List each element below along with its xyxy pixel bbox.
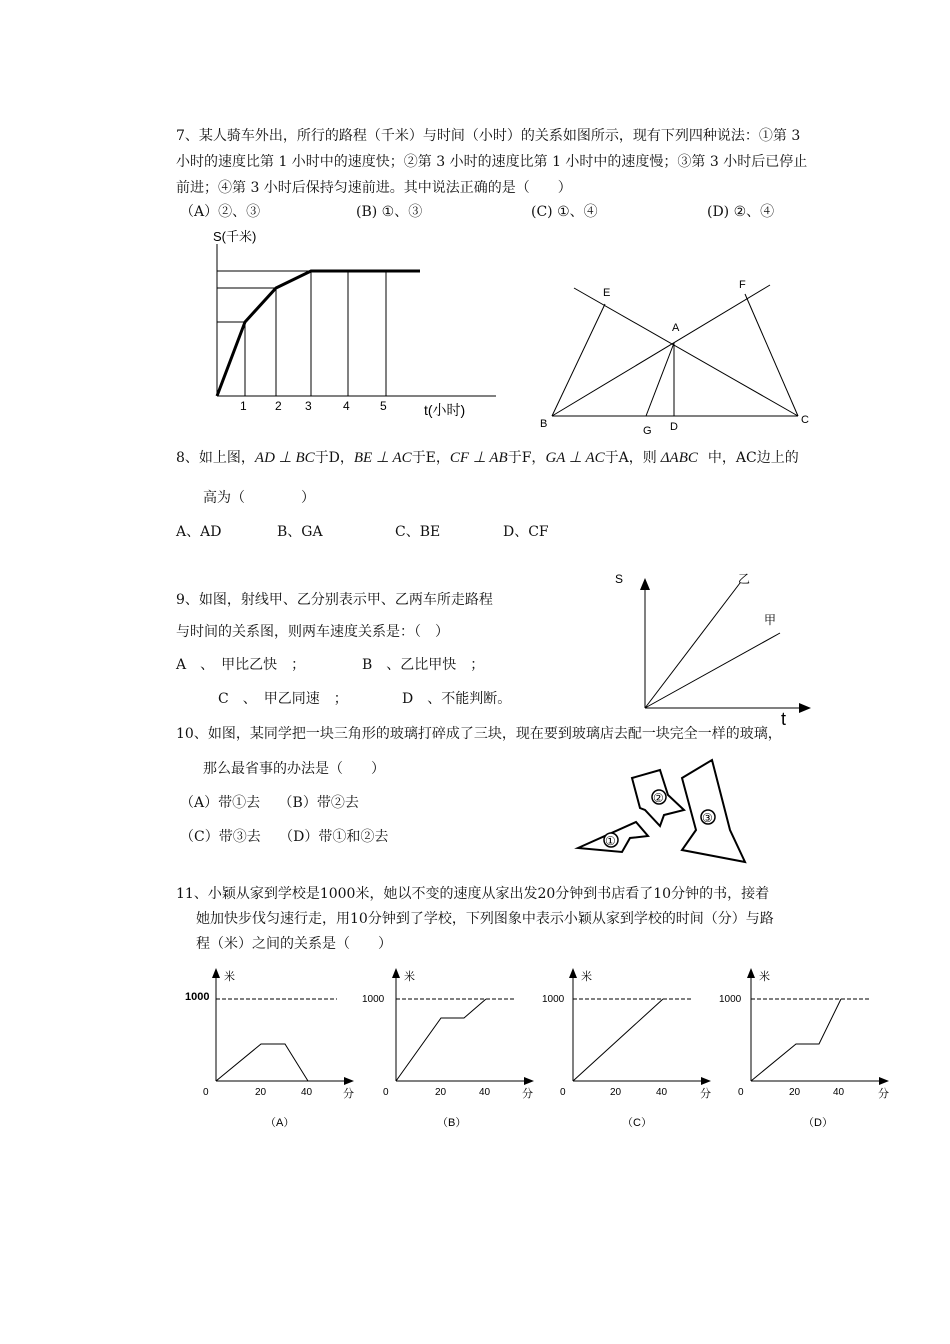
q9-option-d: D 、不能判断。 <box>402 691 512 707</box>
chart-b-x-0: 0 <box>383 1087 389 1098</box>
chart-b-y-unit: 米 <box>404 971 415 983</box>
q9-line2: 与时间的关系图，则两车速度关系是：（ ） <box>176 624 449 640</box>
q8-option-b: B、GA <box>277 524 323 540</box>
label-D: D <box>670 421 678 433</box>
chart-b-line <box>396 999 486 1081</box>
piece-label-2: ② <box>653 791 664 805</box>
chart-d-x-0: 0 <box>738 1087 744 1098</box>
q8-t3: 于F， <box>507 450 546 466</box>
chart-a-x-unit: 分 <box>343 1088 354 1100</box>
chart-a-label: （A） <box>265 1117 295 1129</box>
q9-y-label: S <box>615 572 624 586</box>
label-G: G <box>643 425 652 437</box>
q10-line2: 那么最省事的办法是（ ） <box>203 761 385 777</box>
q7-x-label: t(小时) <box>424 402 466 418</box>
label-F: F <box>739 279 746 291</box>
q8-option-a: A、AD <box>176 524 222 540</box>
chart-a-line <box>216 1044 308 1081</box>
piece-label-1: ① <box>605 834 616 848</box>
q7-y-label: S(千米) <box>213 229 257 244</box>
chart-c-x-40: 40 <box>656 1087 668 1098</box>
chart-c-y-unit: 米 <box>581 971 592 983</box>
chart-b-x-40: 40 <box>479 1087 491 1098</box>
chart-a-x-40: 40 <box>301 1087 313 1098</box>
q10-line1: 10、如图，某同学把一块三角形的玻璃打碎成了三块，现在要到玻璃店去配一块完全一样的玻璃， <box>176 726 782 742</box>
chart-b-y-tick: 1000 <box>362 994 385 1005</box>
chart-d-x-20: 20 <box>789 1087 801 1098</box>
chart-b-x-20: 20 <box>435 1087 447 1098</box>
q7-line2: 小时的速度比第 1 小时中的速度快；②第 3 小时的速度比第 1 小时中的速度慢；③第 3 小时后已停止 <box>176 154 808 170</box>
label-B: B <box>540 418 548 430</box>
q8-t2: 于E， <box>411 450 450 466</box>
q8-prefix: 8、如上图， <box>176 450 255 466</box>
q8-t4: 于A，则 <box>604 450 657 466</box>
q8-option-d: D、CF <box>503 524 549 540</box>
q7-option-d: (D) ②、④ <box>707 204 775 220</box>
chart-b-label: （B） <box>437 1117 467 1129</box>
q7-tick-3: 3 <box>305 399 312 413</box>
q8-t5: 中，AC边上的 <box>707 450 799 466</box>
chart-d-x-unit: 分 <box>878 1088 889 1100</box>
q9-option-a: A 、 甲比乙快 ； <box>176 657 306 673</box>
label-A: A <box>672 322 680 334</box>
chart-a-x-20: 20 <box>255 1087 267 1098</box>
chart-d-line <box>751 999 841 1081</box>
q8-line2: 高为（ ） <box>203 490 315 506</box>
q7-option-b: (B) ①、③ <box>356 204 423 220</box>
piece-label-3: ③ <box>702 811 713 825</box>
q7-tick-4: 4 <box>343 399 350 413</box>
chart-d-x-40: 40 <box>833 1087 845 1098</box>
q8-eq1: AD ⊥ BC <box>254 450 315 466</box>
chart-c-label: （C） <box>622 1117 652 1129</box>
chart-a-x-0: 0 <box>203 1087 209 1098</box>
q7-tick-2: 2 <box>275 399 282 413</box>
q8-t1: 于D， <box>314 450 354 466</box>
q8-eq5: ΔABC <box>660 450 698 466</box>
q7-line1: 7、某人骑车外出，所行的路程（千米）与时间（小时）的关系如图所示，现有下列四种说法：①第 3 <box>176 128 801 144</box>
q7-option-c: (C) ①、④ <box>531 204 598 220</box>
chart-c-x-unit: 分 <box>700 1088 711 1100</box>
q7-tick-5: 5 <box>380 399 387 413</box>
chart-b-x-unit: 分 <box>522 1088 533 1100</box>
label-E: E <box>603 287 611 299</box>
chart-d-label: （D） <box>803 1117 833 1129</box>
chart-d-y-unit: 米 <box>759 971 770 983</box>
q8-eq4: GA ⊥ AC <box>545 450 605 466</box>
chart-c-y-tick: 1000 <box>542 994 565 1005</box>
chart-c-line <box>573 999 663 1081</box>
chart-a-y-tick: 1000 <box>185 991 210 1003</box>
q9-label-yi: 乙 <box>738 572 751 586</box>
q9-line1: 9、如图，射线甲、乙分别表示甲、乙两车所走路程 <box>176 592 493 608</box>
q7-line3: 前进；④第 3 小时后保持匀速前进。其中说法正确的是（ ） <box>176 180 572 196</box>
q9-x-label: t <box>781 709 787 729</box>
q8-option-c: C、BE <box>395 524 441 540</box>
chart-c-x-20: 20 <box>610 1087 622 1098</box>
q10-options-1: （A）带①去 （B）带②去 <box>180 795 359 811</box>
q8-eq2: BE ⊥ AC <box>353 450 412 466</box>
q10-options-2: （C）带③去 （D）带①和②去 <box>180 829 389 845</box>
q7-tick-1: 1 <box>240 399 247 413</box>
chart-d-y-tick: 1000 <box>719 994 742 1005</box>
q11-line1: 11、小颖从家到学校是1000米，她以不变的速度从家出发20分钟到书店看了10分钟的书，接着 <box>176 886 770 902</box>
chart-a-y-unit: 米 <box>224 971 235 983</box>
q11-line2: 她加快步伐匀速行走，用10分钟到了学校，下列图象中表示小颖从家到学校的时间（分）与路 <box>196 911 774 927</box>
q8-eq3: CF ⊥ AB <box>449 450 508 466</box>
chart-c-x-0: 0 <box>560 1087 566 1098</box>
q9-option-c: C 、 甲乙同速 ； <box>218 691 348 707</box>
q9-label-jia: 甲 <box>764 613 777 627</box>
q7-option-a: （A）②、③ <box>180 204 261 220</box>
q9-option-b: B 、乙比甲快 ； <box>362 657 485 673</box>
q11-line3: 程（米）之间的关系是（ ） <box>196 936 392 952</box>
label-C: C <box>801 414 809 426</box>
